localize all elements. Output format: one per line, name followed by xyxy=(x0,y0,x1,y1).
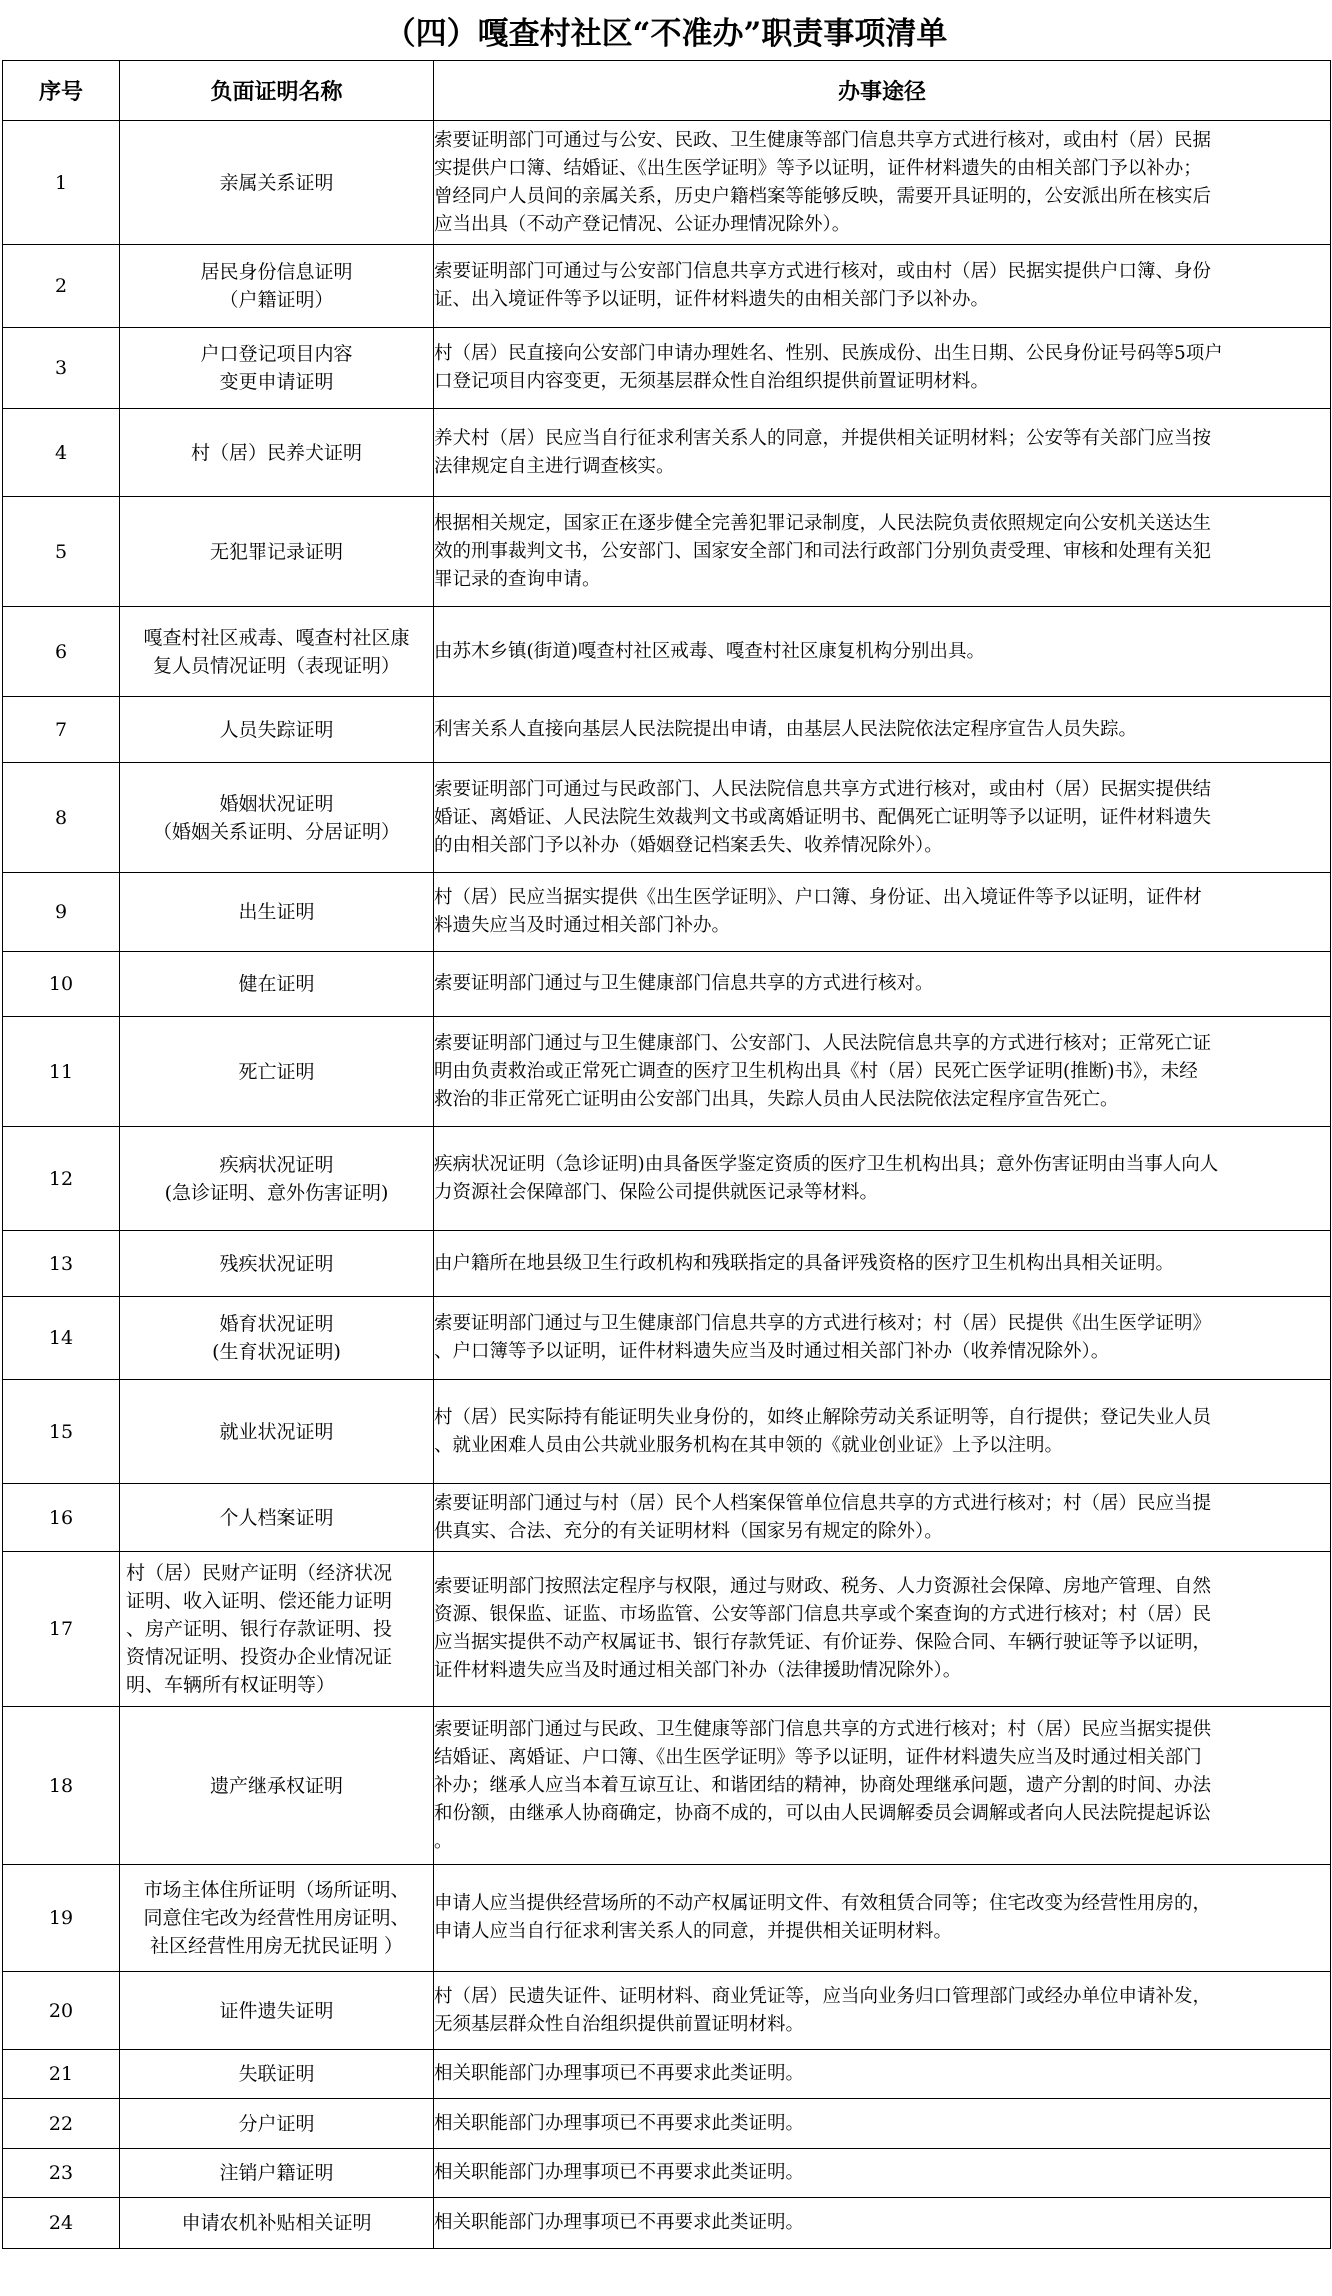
certificate-name-line: 注销户籍证明 xyxy=(219,2162,334,2184)
procedure-line: 供真实、合法、充分的有关证明材料（国家另有规定的除外）。 xyxy=(434,1520,943,1542)
procedure-line: 由户籍所在地县级卫生行政机构和残联指定的具备评残资格的医疗卫生机构出具相关证明。 xyxy=(434,1252,1175,1274)
procedure-line: 证、出入境证件等予以证明，证件材料遗失的由相关部门予以补办。 xyxy=(434,289,990,310)
row-procedure xyxy=(434,2099,1331,2149)
procedure-line: 村（居）民实际持有能证明失业身份的，如终止解除劳动关系证明等，自行提供；登记失业人员 xyxy=(434,1406,1212,1428)
certificate-name-line: 申请农机补贴相关证明 xyxy=(181,2212,372,2234)
row-seq: 10 xyxy=(3,952,120,1017)
procedure-line: 料遗失应当及时通过相关部门补办。 xyxy=(434,915,731,936)
row-procedure xyxy=(434,1380,1331,1484)
table-row xyxy=(3,121,1331,245)
page-title: （四）嘎查村社区“不准办”职责事项清单 xyxy=(384,15,948,52)
table-row xyxy=(3,2050,1331,2099)
certificate-name-line: 变更申请证明 xyxy=(219,371,334,393)
row-procedure xyxy=(434,1297,1331,1380)
row-certificate-name xyxy=(120,1707,434,1865)
certificate-name-line: 残疾状况证明 xyxy=(219,1252,334,1275)
certificate-name-line: 户口登记项目内容 xyxy=(200,343,353,365)
procedure-line: 婚证、离婚证、人民法院生效裁判文书或离婚证明书、配偶死亡证明等予以证明，证件材料遗失 xyxy=(434,806,1212,828)
row-certificate-name xyxy=(120,1972,434,2050)
row-seq: 6 xyxy=(3,607,120,697)
table-row xyxy=(3,763,1331,873)
certificate-name-line: 婚育状况证明 xyxy=(219,1313,334,1335)
row-seq: 16 xyxy=(3,1484,120,1552)
certificate-name-line: 、房产证明、银行存款证明、投 xyxy=(126,1618,393,1640)
procedure-line: 相关职能部门办理事项已不再要求此类证明。 xyxy=(434,2162,805,2183)
row-certificate-name xyxy=(120,497,434,607)
row-seq: 23 xyxy=(3,2149,120,2198)
procedure-line: 索要证明部门按照法定程序与权限，通过与财政、税务、人力资源社会保障、房地产管理、自然 xyxy=(434,1576,1212,1597)
procedure-line: 相关职能部门办理事项已不再要求此类证明。 xyxy=(434,2212,805,2233)
row-procedure xyxy=(434,497,1331,607)
certificate-name-line: 死亡证明 xyxy=(238,1060,315,1083)
row-certificate-name xyxy=(120,1231,434,1297)
certificate-name-line: 失联证明 xyxy=(238,2063,315,2085)
procedure-line: 无须基层群众性自治组织提供前置证明材料。 xyxy=(434,2013,805,2035)
procedure-line: 资源、银保监、证监、市场监管、公安等部门信息共享或个案查询的方式进行核对；村（居）民 xyxy=(434,1604,1212,1625)
certificate-name-line: 村（居）民养犬证明 xyxy=(190,441,362,464)
row-seq: 9 xyxy=(3,873,120,952)
row-certificate-name xyxy=(120,2198,434,2249)
procedure-line: 力资源社会保障部门、保险公司提供就医记录等材料。 xyxy=(434,1181,879,1203)
procedure-line: 效的刑事裁判文书，公安部门、国家安全部门和司法行政部门分别负责受理、审核和处理有关犯 xyxy=(434,540,1212,562)
table-row xyxy=(3,409,1331,497)
row-certificate-name xyxy=(120,873,434,952)
row-seq: 21 xyxy=(3,2050,120,2099)
row-procedure xyxy=(434,121,1331,245)
row-procedure xyxy=(434,1127,1331,1231)
table-row xyxy=(3,1972,1331,2050)
row-certificate-name xyxy=(120,1865,434,1972)
certificate-name-line: 就业状况证明 xyxy=(219,1420,334,1443)
table-row xyxy=(3,497,1331,607)
procedure-line: 根据相关规定，国家正在逐步健全完善犯罪记录制度，人民法院负责依照规定向公安机关送达生 xyxy=(434,512,1212,534)
procedure-line: 救治的非正常死亡证明由公安部门出具，失踪人员由人民法院依法定程序宣告死亡。 xyxy=(434,1088,1119,1110)
procedure-line: 疾病状况证明（急诊证明)由具备医学鉴定资质的医疗卫生机构出具；意外伤害证明由当事人向人 xyxy=(434,1153,1219,1175)
procedure-line: 实提供户口簿、结婚证、《出生医学证明》等予以证明，证件材料遗失的由相关部门予以补办； xyxy=(434,157,1202,179)
procedure-line: 明由负责救治或正常死亡调查的医疗卫生机构出具《村（居）民死亡医学证明(推断)书》，未经 xyxy=(434,1060,1198,1082)
table-row xyxy=(3,1127,1331,1231)
procedure-line: 。 xyxy=(434,1830,453,1852)
certificate-name-line: 市场主体住所证明（场所证明、 xyxy=(143,1879,410,1901)
procedure-line: 相关职能部门办理事项已不再要求此类证明。 xyxy=(434,2112,805,2134)
procedure-line: 补办；继承人应当本着互谅互让、和谐团结的精神，协商处理继承问题，遗产分割的时间、办法 xyxy=(434,1774,1212,1796)
procedure-line: 应当出具（不动产登记情况、公证办理情况除外）。 xyxy=(434,213,851,235)
procedure-line: 索要证明部门通过与村（居）民个人档案保管单位信息共享的方式进行核对；村（居）民应当提 xyxy=(434,1492,1212,1514)
row-certificate-name xyxy=(120,2149,434,2198)
row-procedure xyxy=(434,1707,1331,1865)
procedure-line: 应当据实提供不动产权属证书、银行存款凭证、有价证券、保险合同、车辆行驶证等予以证明， xyxy=(434,1632,1212,1653)
table-row xyxy=(3,2149,1331,2198)
procedure-line: 索要证明部门通过与卫生健康部门、公安部门、人民法院信息共享的方式进行核对；正常死亡证 xyxy=(434,1032,1212,1054)
row-seq: 1 xyxy=(3,121,120,245)
procedure-line: 索要证明部门通过与卫生健康部门信息共享的方式进行核对；村（居）民提供《出生医学证明》 xyxy=(434,1313,1212,1334)
row-certificate-name xyxy=(120,1484,434,1552)
certificate-name-line: 健在证明 xyxy=(238,973,315,995)
row-certificate-name xyxy=(120,328,434,409)
row-seq: 12 xyxy=(3,1127,120,1231)
row-procedure xyxy=(434,873,1331,952)
header-seq: 序号 xyxy=(3,61,120,121)
row-procedure xyxy=(434,1552,1331,1707)
certificate-name-line: （户籍证明） xyxy=(219,289,334,311)
certificate-name-line: 遗产继承权证明 xyxy=(209,1774,343,1797)
procedure-line: 的由相关部门予以补办（婚姻登记档案丢失、收养情况除外）。 xyxy=(434,834,943,856)
procedure-line: 、就业困难人员由公共就业服务机构在其申领的《就业创业证》上予以注明。 xyxy=(434,1434,1064,1456)
header-way: 办事途径 xyxy=(434,61,1331,121)
table-row xyxy=(3,1484,1331,1552)
header-name: 负面证明名称 xyxy=(120,61,434,121)
table-row xyxy=(3,1017,1331,1127)
table-body xyxy=(3,121,1331,2249)
procedure-line: 曾经同户人员间的亲属关系，历史户籍档案等能够反映，需要开具证明的，公安派出所在核实后 xyxy=(434,185,1212,207)
row-certificate-name xyxy=(120,697,434,763)
row-seq: 22 xyxy=(3,2099,120,2149)
row-seq: 14 xyxy=(3,1297,120,1380)
certificate-name-line: 同意住宅改为经营性用房证明、 xyxy=(143,1907,410,1929)
table-row xyxy=(3,2099,1331,2149)
row-certificate-name xyxy=(120,409,434,497)
table-row xyxy=(3,1865,1331,1972)
certificate-name-line: 资情况证明、投资办企业情况证 xyxy=(126,1646,393,1668)
row-seq: 20 xyxy=(3,1972,120,2050)
procedure-line: 养犬村（居）民应当自行征求利害关系人的同意，并提供相关证明材料；公安等有关部门应当按 xyxy=(434,427,1212,449)
procedure-line: 相关职能部门办理事项已不再要求此类证明。 xyxy=(434,2063,805,2084)
row-certificate-name xyxy=(120,1017,434,1127)
certificate-name-line: 个人档案证明 xyxy=(219,1506,334,1529)
row-seq: 17 xyxy=(3,1552,120,1707)
procedure-line: 、户口簿等予以证明，证件材料遗失应当及时通过相关部门补办（收养情况除外）。 xyxy=(434,1341,1110,1362)
row-certificate-name xyxy=(120,763,434,873)
procedure-line: 申请人应当提供经营场所的不动产权属证明文件、有效租赁合同等；住宅改变为经营性用房的， xyxy=(434,1893,1212,1914)
procedure-line: 申请人应当自行征求利害关系人的同意，并提供相关证明材料。 xyxy=(434,1921,953,1942)
row-seq: 24 xyxy=(3,2198,120,2249)
row-certificate-name xyxy=(120,2050,434,2099)
certificate-name-line: (急诊证明、意外伤害证明) xyxy=(164,1181,389,1204)
certificate-name-line: 明、车辆所有权证明等） xyxy=(126,1674,336,1696)
row-certificate-name xyxy=(120,1552,434,1707)
row-certificate-name xyxy=(120,2099,434,2149)
procedure-line: 村（居）民直接向公安部门申请办理姓名、性别、民族成份、出生日期、公民身份证号码等5项户 xyxy=(434,343,1223,364)
row-seq: 11 xyxy=(3,1017,120,1127)
certificate-name-line: （婚姻关系证明、分居证明） xyxy=(152,820,400,843)
row-certificate-name xyxy=(120,1127,434,1231)
row-procedure xyxy=(434,697,1331,763)
row-procedure xyxy=(434,1017,1331,1127)
table-row xyxy=(3,1231,1331,1297)
procedure-line: 索要证明部门通过与卫生健康部门信息共享的方式进行核对。 xyxy=(434,973,934,994)
procedure-line: 由苏木乡镇(街道)嘎查村社区戒毒、嘎查村社区康复机构分别出具。 xyxy=(434,640,985,662)
table-row xyxy=(3,328,1331,409)
row-procedure xyxy=(434,1231,1331,1297)
procedure-line: 证件材料遗失应当及时通过相关部门补办（法律援助情况除外）。 xyxy=(434,1660,962,1681)
row-certificate-name xyxy=(120,1297,434,1380)
certificate-name-line: 居民身份信息证明 xyxy=(200,261,353,283)
row-procedure xyxy=(434,409,1331,497)
row-seq: 8 xyxy=(3,763,120,873)
row-seq: 3 xyxy=(3,328,120,409)
row-procedure xyxy=(434,1865,1331,1972)
procedure-line: 利害关系人直接向基层人民法院提出申请，由基层人民法院依法定程序宣告人员失踪。 xyxy=(434,718,1138,740)
table-row xyxy=(3,245,1331,328)
row-procedure xyxy=(434,2198,1331,2249)
row-seq: 2 xyxy=(3,245,120,328)
certificate-name-line: 疾病状况证明 xyxy=(219,1153,334,1176)
row-seq: 15 xyxy=(3,1380,120,1484)
table-row xyxy=(3,697,1331,763)
table-row xyxy=(3,607,1331,697)
procedure-line: 法律规定自主进行调查核实。 xyxy=(434,455,675,477)
row-procedure xyxy=(434,2149,1331,2198)
certificate-name-line: 亲属关系证明 xyxy=(219,171,334,194)
table-row xyxy=(3,952,1331,1017)
table-row xyxy=(3,1297,1331,1380)
table-header-row xyxy=(3,61,1331,121)
certificate-name-line: 证件遗失证明 xyxy=(219,1999,334,2022)
procedure-line: 索要证明部门可通过与公安、民政、卫生健康等部门信息共享方式进行核对，或由村（居）民据 xyxy=(434,129,1212,151)
row-seq: 13 xyxy=(3,1231,120,1297)
certificate-name-line: 分户证明 xyxy=(238,2112,315,2135)
certificate-name-line: 无犯罪记录证明 xyxy=(209,540,343,563)
row-certificate-name xyxy=(120,607,434,697)
row-certificate-name xyxy=(120,245,434,328)
procedure-line: 口登记项目内容变更，无须基层群众性自治组织提供前置证明材料。 xyxy=(434,371,990,392)
procedure-line: 索要证明部门可通过与民政部门、人民法院信息共享方式进行核对，或由村（居）民据实提供结 xyxy=(434,778,1212,800)
procedure-line: 村（居）民应当据实提供《出生医学证明》、户口簿、身份证、出入境证件等予以证明，证件材 xyxy=(434,887,1202,908)
table-row xyxy=(3,1552,1331,1707)
row-procedure xyxy=(434,1972,1331,2050)
row-procedure xyxy=(434,245,1331,328)
certificate-name-line: 婚姻状况证明 xyxy=(219,792,334,815)
row-procedure xyxy=(434,952,1331,1017)
certificate-name-line: 嘎查村社区戒毒、嘎查村社区康 xyxy=(143,626,410,649)
certificate-name-line: 出生证明 xyxy=(238,901,315,923)
procedure-line: 索要证明部门通过与民政、卫生健康等部门信息共享的方式进行核对；村（居）民应当据实提供 xyxy=(434,1718,1212,1740)
row-certificate-name xyxy=(120,952,434,1017)
procedure-line: 结婚证、离婚证、户口簿、《出生医学证明》等予以证明，证件材料遗失应当及时通过相关部门 xyxy=(434,1746,1202,1768)
procedure-line: 和份额，由继承人协商确定，协商不成的，可以由人民调解委员会调解或者向人民法院提起诉讼 xyxy=(434,1802,1212,1824)
procedure-line: 索要证明部门可通过与公安部门信息共享方式进行核对，或由村（居）民据实提供户口簿、身份 xyxy=(434,261,1212,282)
row-procedure xyxy=(434,1484,1331,1552)
duty-table xyxy=(2,60,1331,2249)
table-row xyxy=(3,1707,1331,1865)
row-procedure xyxy=(434,2050,1331,2099)
row-seq: 18 xyxy=(3,1707,120,1865)
table-row xyxy=(3,2198,1331,2249)
row-procedure xyxy=(434,763,1331,873)
certificate-name-line: 村（居）民财产证明（经济状况 xyxy=(126,1562,393,1584)
procedure-line: 罪记录的查询申请。 xyxy=(434,568,601,590)
row-certificate-name xyxy=(120,1380,434,1484)
row-procedure xyxy=(434,328,1331,409)
row-seq: 7 xyxy=(3,697,120,763)
certificate-name-line: 人员失踪证明 xyxy=(219,718,334,741)
certificate-name-line: 复人员情况证明（表现证明） xyxy=(152,654,400,677)
certificate-name-line: 证明、收入证明、偿还能力证明 xyxy=(126,1590,393,1612)
procedure-line: 村（居）民遗失证件、证明材料、商业凭证等，应当向业务归口管理部门或经办单位申请补发， xyxy=(434,1985,1212,2007)
row-seq: 19 xyxy=(3,1865,120,1972)
table-row xyxy=(3,1380,1331,1484)
row-seq: 5 xyxy=(3,497,120,607)
row-certificate-name xyxy=(120,121,434,245)
table-row xyxy=(3,873,1331,952)
certificate-name-line: 社区经营性用房无扰民证明 ） xyxy=(149,1935,404,1957)
row-procedure xyxy=(434,607,1331,697)
certificate-name-line: (生育状况证明) xyxy=(212,1341,341,1363)
row-seq: 4 xyxy=(3,409,120,497)
